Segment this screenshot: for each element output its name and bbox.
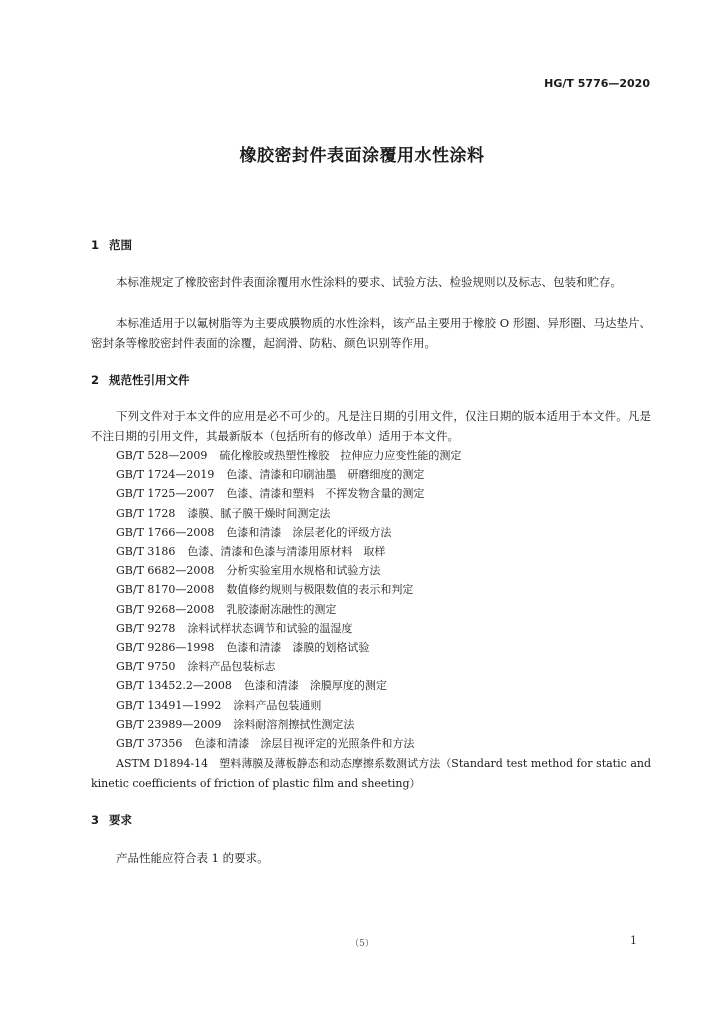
reference-item bbox=[116, 523, 656, 542]
reference-item bbox=[116, 600, 656, 619]
footer-page-mark: （5） bbox=[350, 939, 374, 949]
page-number: 1 bbox=[630, 934, 637, 947]
section-number: 3 bbox=[91, 813, 100, 827]
reference-item bbox=[116, 696, 656, 715]
reference-code: GB/T 3186 bbox=[116, 545, 176, 559]
reference-item bbox=[116, 446, 656, 465]
reference-item bbox=[116, 542, 656, 561]
document-title: 橡胶密封件表面涂覆用水性涂料 bbox=[239, 146, 485, 166]
reference-title: 色漆和清漆 涂膜厚度的测定 bbox=[243, 679, 387, 693]
reference-title: 色漆、清漆和色漆与清漆用原材料 取样 bbox=[187, 545, 386, 559]
reference-item bbox=[116, 734, 656, 753]
reference-title: 色漆和清漆 涂层目视评定的光照条件和方法 bbox=[194, 737, 415, 751]
reference-code: GB/T 1766—2008 bbox=[116, 525, 215, 539]
section-title: 范围 bbox=[109, 238, 132, 252]
reference-title: 色漆、清漆和印刷油墨 研磨细度的测定 bbox=[226, 468, 425, 482]
reference-item bbox=[116, 638, 656, 657]
reference-code: GB/T 8170—2008 bbox=[116, 583, 215, 597]
reference-item bbox=[116, 715, 656, 734]
reference-code: GB/T 9286—1998 bbox=[116, 641, 215, 655]
section-3-paragraph-1: 产品性能应符合表 1 的要求。 bbox=[116, 851, 269, 865]
reference-code: GB/T 6682—2008 bbox=[116, 564, 215, 578]
reference-code: GB/T 13491—1992 bbox=[116, 698, 222, 712]
reference-title: 色漆、清漆和塑料 不挥发物含量的测定 bbox=[226, 487, 425, 501]
reference-title: 色漆和清漆 漆膜的划格试验 bbox=[226, 641, 370, 655]
reference-code: GB/T 1724—2019 bbox=[116, 468, 215, 482]
reference-code: GB/T 13452.2—2008 bbox=[116, 679, 232, 693]
reference-title: 漆膜、腻子膜干燥时间测定法 bbox=[187, 506, 331, 520]
reference-code: GB/T 528—2009 bbox=[116, 449, 208, 462]
section-3-heading bbox=[91, 812, 132, 828]
reference-list bbox=[116, 446, 656, 753]
reference-title: 涂料产品包装通则 bbox=[233, 698, 322, 712]
section-number: 1 bbox=[91, 238, 100, 252]
reference-item bbox=[116, 580, 656, 599]
reference-item bbox=[116, 465, 656, 484]
reference-item bbox=[116, 619, 656, 638]
section-number: 2 bbox=[91, 373, 100, 387]
reference-title: 乳胶漆耐冻融性的测定 bbox=[226, 602, 337, 616]
astm-reference: ASTM D1894-14 塑料薄膜及薄板静态和动态摩擦系数测试方法（Standard test method for static and kinetic coefficients of friction of plastic film and sheeting） bbox=[91, 757, 651, 790]
reference-title: 涂料试样状态调节和试验的温湿度 bbox=[187, 621, 353, 635]
section-2-heading bbox=[91, 372, 190, 388]
reference-code: GB/T 9278 bbox=[116, 621, 176, 635]
reference-item bbox=[116, 504, 656, 523]
section-1-paragraph-1: 本标准规定了橡胶密封件表面涂覆用水性涂料的要求、试验方法、检验规则以及标志、包装和贮存。 bbox=[116, 275, 622, 289]
reference-code: GB/T 37356 bbox=[116, 737, 183, 751]
section-2-intro: 下列文件对于本文件的应用是必不可少的。凡是注日期的引用文件，仅注日期的版本适用于本文件。凡是不注日期的引用文件，其最新版本（包括所有的修改单）适用于本文件。 bbox=[91, 409, 651, 443]
reference-code: GB/T 9750 bbox=[116, 660, 176, 674]
section-1-heading bbox=[91, 237, 132, 253]
reference-title: 硫化橡胶或热塑性橡胶 拉伸应力应变性能的测定 bbox=[219, 449, 462, 462]
reference-code: GB/T 1725—2007 bbox=[116, 487, 215, 501]
reference-code: GB/T 9268—2008 bbox=[116, 602, 215, 616]
section-1-paragraph-2: 本标准适用于以氟树脂等为主要成膜物质的水性涂料，该产品主要用于橡胶 O 形圈、异形圈、马达垫片、密封条等橡胶密封件表面的涂覆，起润滑、防粘、颜色识别等作用。 bbox=[91, 316, 651, 350]
reference-item bbox=[116, 561, 656, 580]
reference-title: 分析实验室用水规格和试验方法 bbox=[226, 564, 381, 578]
reference-code: GB/T 1728 bbox=[116, 506, 176, 520]
reference-title: 数值修约规则与极限数值的表示和判定 bbox=[226, 583, 414, 597]
reference-item bbox=[116, 676, 656, 695]
reference-code: GB/T 23989—2009 bbox=[116, 717, 222, 731]
reference-title: 涂料产品包装标志 bbox=[187, 660, 276, 674]
reference-title: 涂料耐溶剂擦拭性测定法 bbox=[233, 717, 355, 731]
section-title: 规范性引用文件 bbox=[109, 373, 190, 387]
section-title: 要求 bbox=[109, 813, 132, 827]
reference-title: 色漆和清漆 涂层老化的评级方法 bbox=[226, 525, 392, 539]
reference-item bbox=[116, 484, 656, 503]
standard-code: HG/T 5776—2020 bbox=[544, 77, 650, 90]
reference-item bbox=[116, 657, 656, 676]
